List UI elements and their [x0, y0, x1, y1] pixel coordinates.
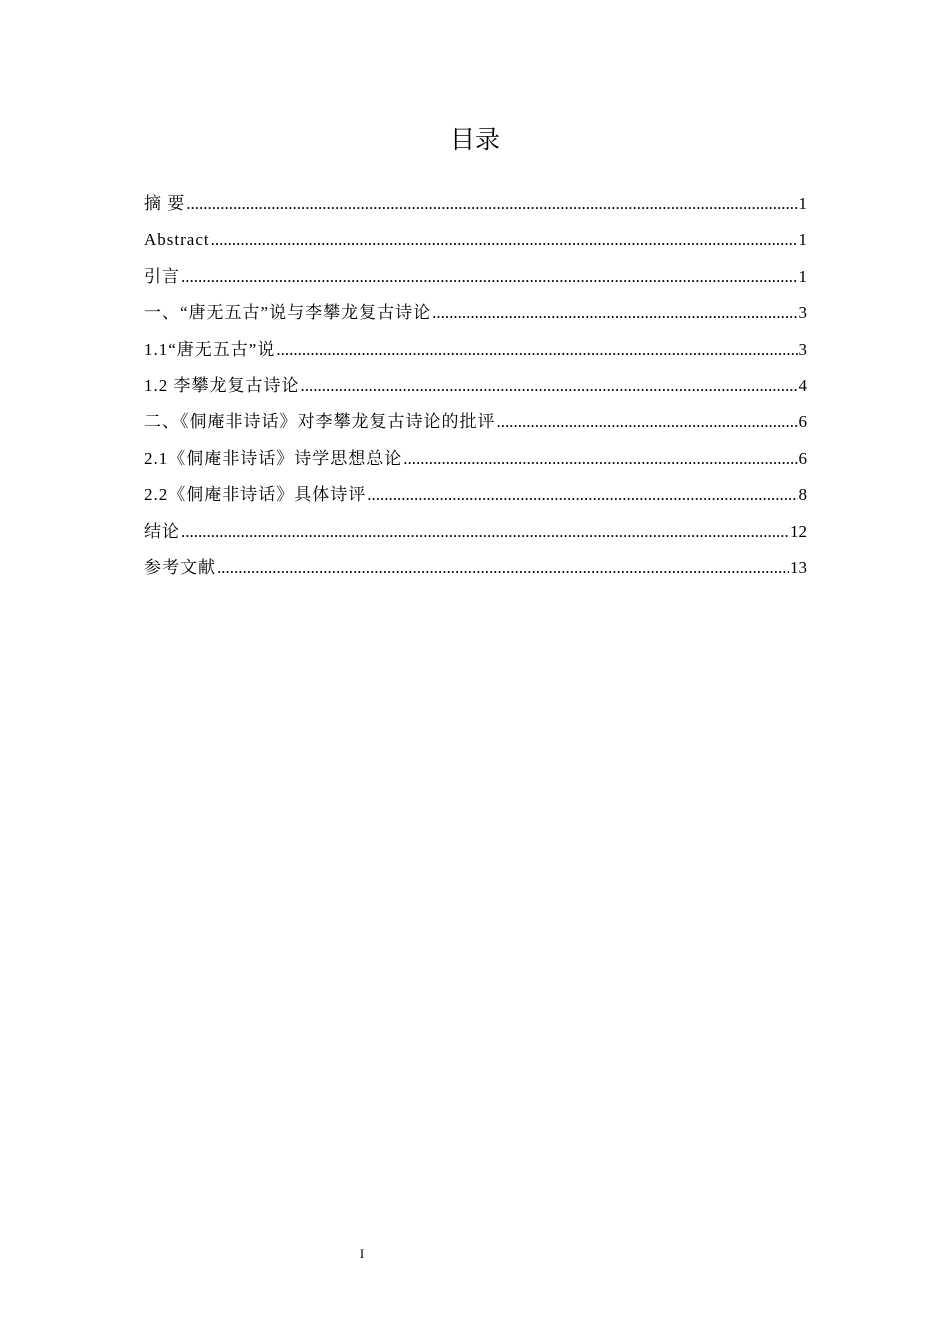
toc-leader-dots — [403, 441, 797, 477]
toc-entry — [144, 368, 807, 404]
toc-leader-dots — [497, 404, 798, 440]
toc-leader-dots — [186, 186, 797, 222]
toc-entry-page: 6 — [798, 412, 807, 432]
toc-leader-dots — [276, 332, 797, 368]
toc-entry — [144, 441, 807, 477]
toc-entry — [144, 186, 807, 222]
toc-entry — [144, 259, 807, 295]
toc-entry-page: 3 — [798, 303, 807, 323]
toc-entry-label: Abstract — [144, 230, 210, 250]
toc-list — [144, 186, 807, 586]
toc-leader-dots — [181, 259, 798, 295]
toc-entry — [144, 222, 807, 258]
toc-entry — [144, 477, 807, 513]
toc-entry-page: 1 — [798, 230, 807, 250]
toc-entry-page: 6 — [798, 448, 807, 468]
toc-entry-label: 一、“唐无五古”说与李攀龙复古诗论 — [144, 303, 432, 323]
toc-entry-label: 摘 要 — [144, 194, 186, 213]
toc-entry — [144, 332, 807, 368]
toc-entry-page: 1 — [798, 194, 807, 213]
footer-page-number: I — [359, 1246, 365, 1261]
toc-entry-label: 2.1《侗庵非诗话》诗学思想总论 — [144, 448, 403, 468]
toc-leader-dots — [367, 477, 797, 513]
toc-entry-label: 结论 — [144, 521, 180, 541]
toc-entry-page: 13 — [790, 557, 807, 577]
toc-entry — [144, 404, 807, 440]
toc-entry — [144, 550, 807, 586]
toc-entry — [144, 295, 807, 331]
toc-entry-page: 4 — [798, 375, 807, 395]
toc-entry-label: 二、《侗庵非诗话》对李攀龙复古诗论的批评 — [144, 412, 496, 432]
toc-entry-label: 引言 — [144, 266, 180, 286]
toc-entry-page: 3 — [798, 339, 807, 359]
toc-entry-page: 1 — [798, 266, 807, 286]
toc-entry-page: 12 — [790, 521, 807, 541]
toc-entry-label: 参考文献 — [144, 557, 216, 577]
toc-entry-label: 1.2 李攀龙复古诗论 — [144, 375, 300, 395]
toc-title: 目录 — [449, 125, 500, 154]
toc-leader-dots — [211, 222, 798, 258]
toc-leader-dots — [181, 514, 789, 550]
toc-entry-page: 8 — [798, 485, 807, 505]
toc-entry — [144, 514, 807, 550]
toc-entry-label: 1.1“唐无五古”说 — [144, 339, 276, 359]
toc-leader-dots — [432, 295, 797, 331]
toc-leader-dots — [301, 368, 798, 404]
toc-leader-dots — [217, 550, 789, 586]
toc-entry-label: 2.2《侗庵非诗话》具体诗评 — [144, 485, 367, 505]
